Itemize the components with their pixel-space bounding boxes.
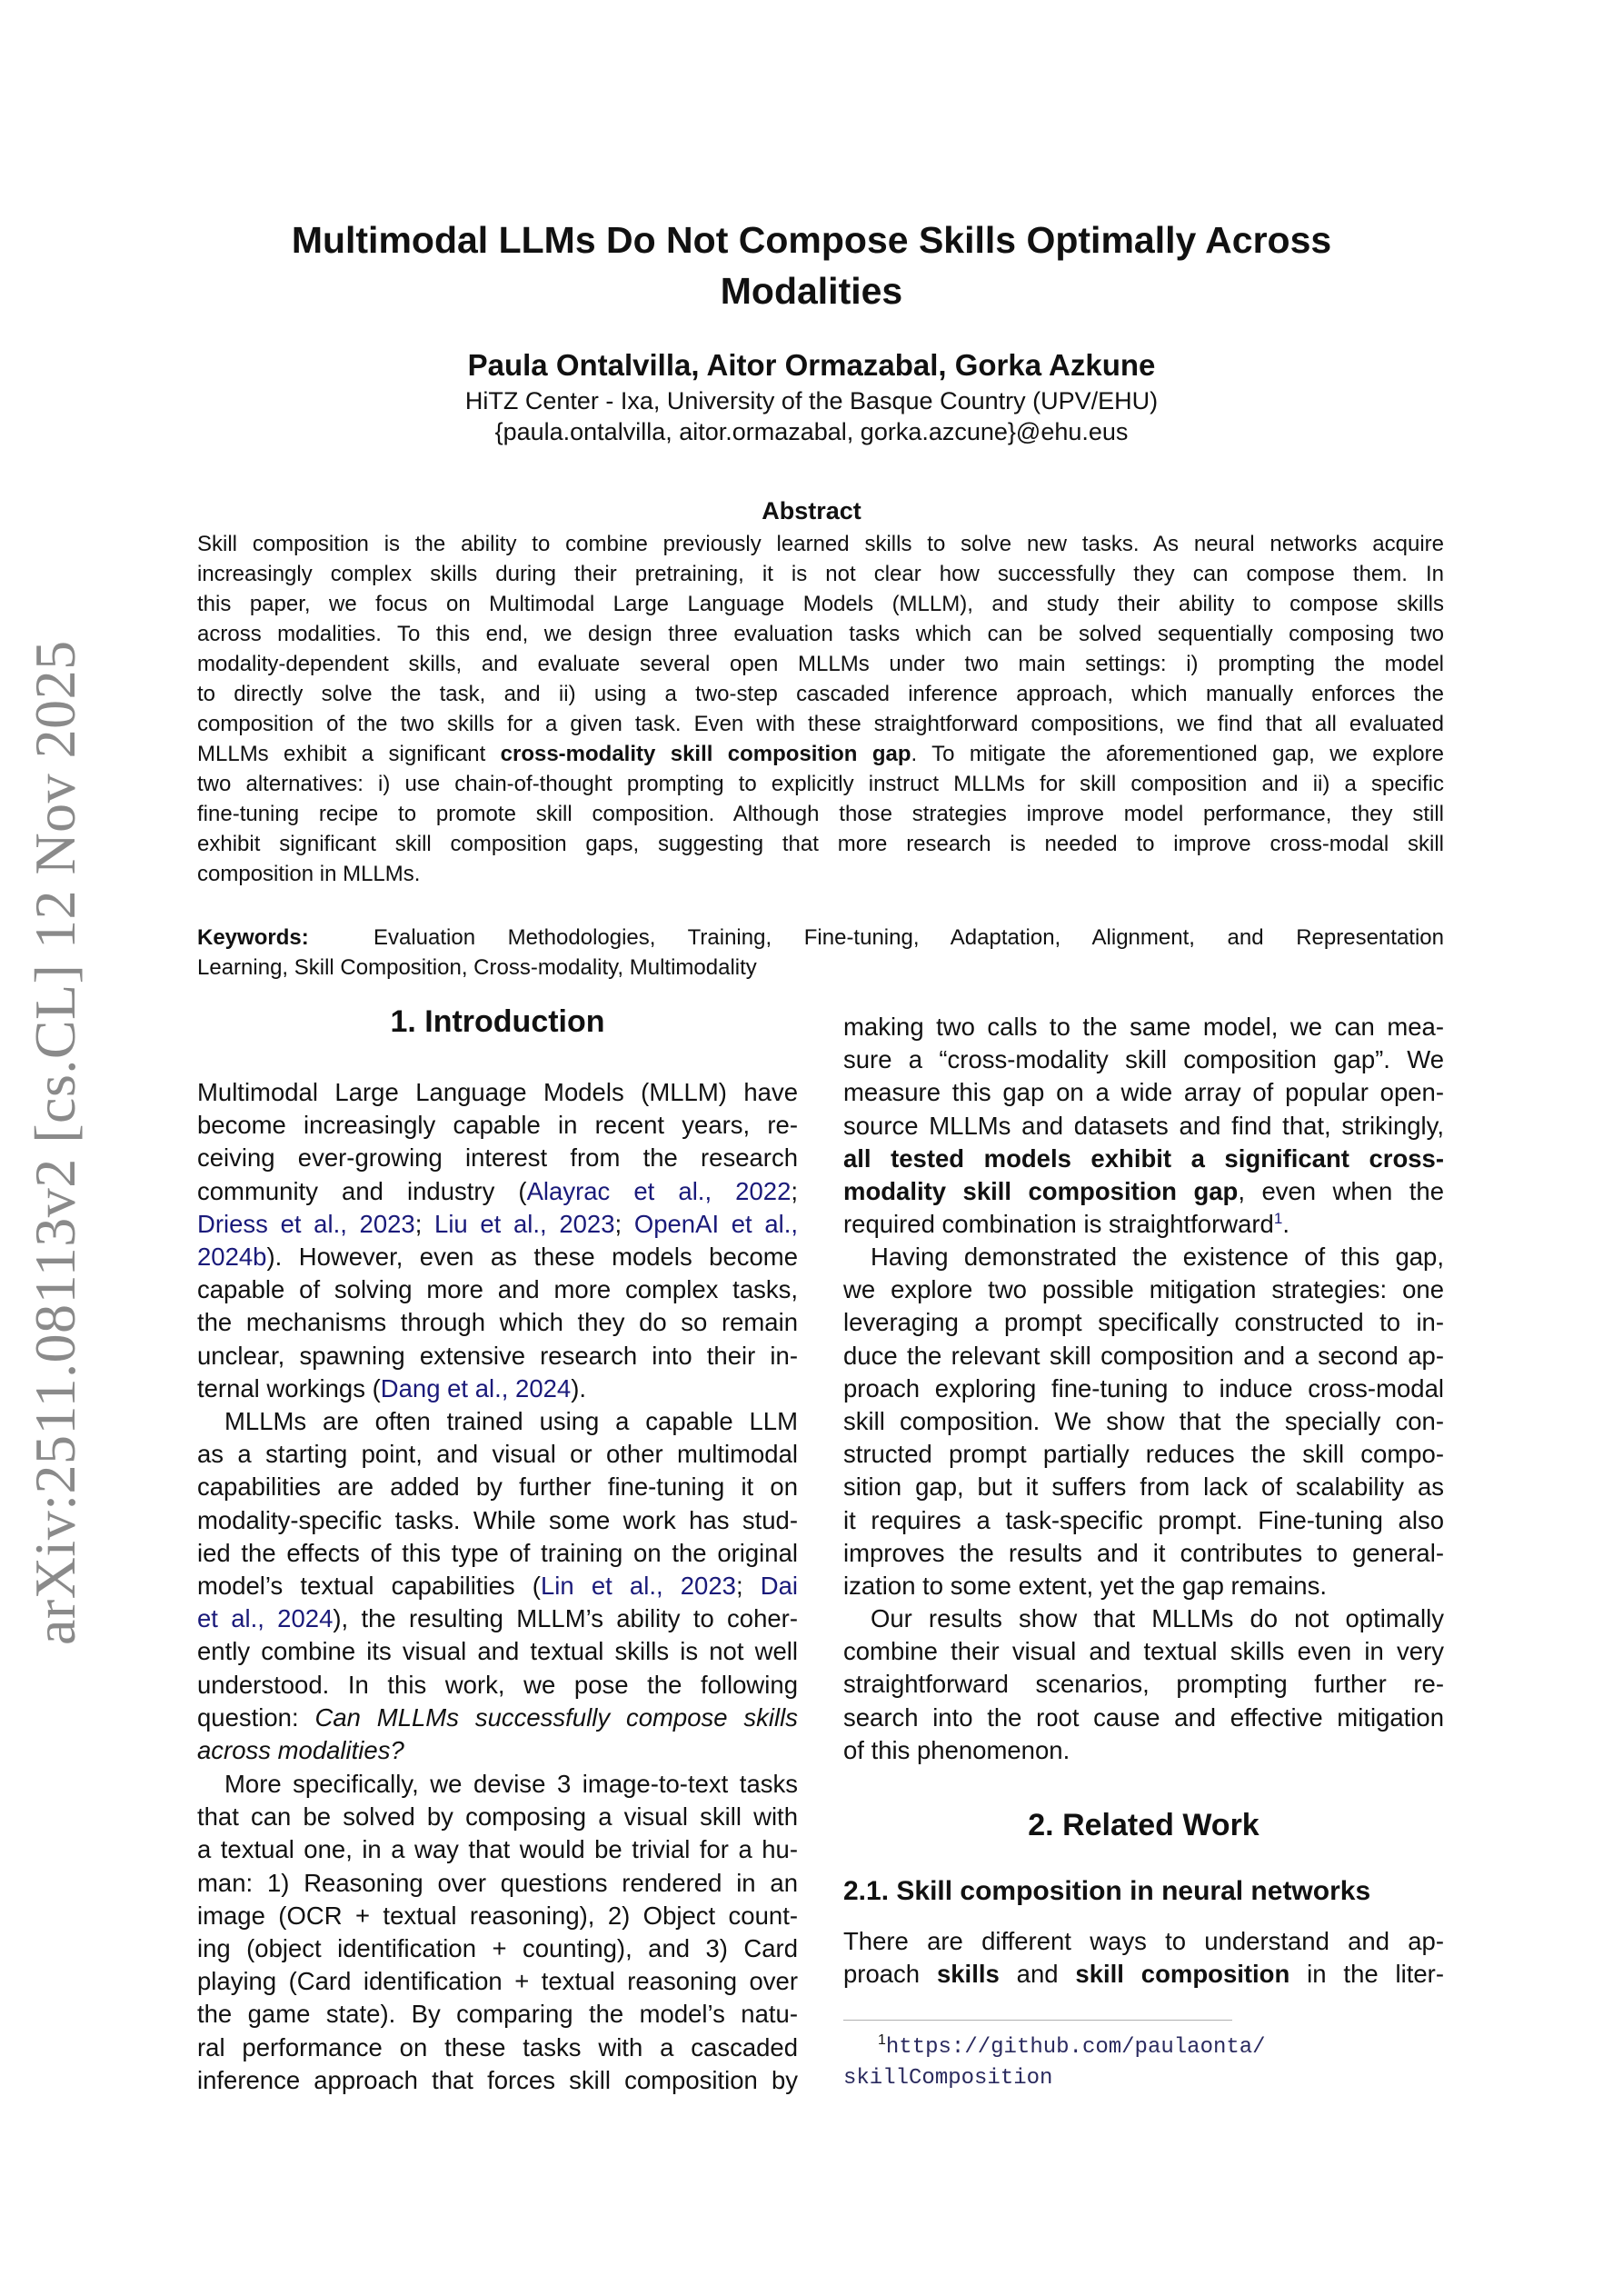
text-line: Having demonstrated the existence of this gap, — [871, 1243, 1444, 1271]
research-question: across modalities? — [197, 1736, 404, 1765]
text: ; — [791, 1176, 799, 1205]
text: question: — [197, 1702, 315, 1732]
text-line: MLLMs are often trained using a capable LLM — [224, 1407, 798, 1435]
text-line: improves the results and it contributes to general- — [843, 1538, 1444, 1567]
citation-link[interactable]: Liu et al., 2023 — [434, 1209, 615, 1238]
text-line — [197, 1602, 798, 1635]
text-line — [843, 1143, 1444, 1175]
text: , even when the — [1238, 1177, 1444, 1206]
text-line — [197, 1734, 798, 1767]
text: ). However, even as these models become — [266, 1243, 798, 1272]
text-line: ently combine its visual and textual skills is not well — [197, 1637, 798, 1666]
title-line-1: Multimodal LLMs Do Not Compose Skills Optimally Across — [291, 219, 1332, 261]
text: ). — [571, 1373, 587, 1403]
abstract-line: composition of the two skills for a given task. Even with these straightforward compositions, we find that all evaluated — [197, 712, 1444, 736]
intro-paragraph-3 — [197, 1768, 798, 2097]
text-line: capabilities are added by further fine-tuning it on — [197, 1472, 798, 1502]
abstract-body — [197, 529, 1444, 889]
text-line: as a starting point, and visual or other multimodal — [197, 1440, 798, 1469]
text-line — [197, 1702, 798, 1734]
abstract-line: fine-tuning recipe to promote skill composition. Although those strategies improve model performance, they still — [197, 802, 1444, 826]
abstract-line: Skill composition is the ability to combine previously learned skills to solve new tasks. As neural networks acquire — [197, 532, 1444, 556]
text-line: playing (Card identification + textual reasoning over — [197, 1967, 798, 1996]
text-line: that can be solved by composing a visual skill with — [197, 1802, 798, 1832]
citation-link[interactable]: Alayrac et al., 2022 — [526, 1176, 792, 1205]
text: ; — [614, 1209, 634, 1238]
abstract-heading: Abstract — [762, 497, 861, 524]
intro-paragraph-5 — [843, 1602, 1444, 1767]
citation-link[interactable]: Dang et al., 2024 — [380, 1373, 572, 1403]
text-line: There are different ways to understand and ap- — [843, 1927, 1444, 1955]
text: proach — [843, 1960, 937, 1989]
section-heading-related-work: 2. Related Work — [1028, 1808, 1260, 1842]
affiliation-block — [182, 385, 1441, 447]
text-line: ization to some extent, yet the gap remains. — [843, 1572, 1327, 1601]
intro-paragraph-2 — [197, 1405, 798, 1767]
footnote-marker[interactable]: 1 — [1273, 1210, 1283, 1228]
term-emphasis: skill composition — [1075, 1960, 1290, 1989]
text-line: sition gap, but it suffers from lack of scalability as — [843, 1472, 1444, 1502]
paper-title — [182, 215, 1441, 316]
text-line: man: 1) Reasoning over questions rendered in an — [197, 1868, 798, 1897]
abstract-line: across modalities. To this end, we design three evaluation tasks which can be solved sequentially composing two — [197, 622, 1444, 646]
footnote-line — [843, 2063, 1266, 2094]
citation-link[interactable]: Dai — [760, 1572, 798, 1601]
text-line: structed prompt partially reduces the skill compo- — [843, 1440, 1444, 1469]
abstract-line: to directly solve the task, and ii) using a two-step cascaded inference approach, which manually enforces the — [197, 682, 1444, 706]
text-line: modality-specific tasks. While some work has stud- — [197, 1505, 798, 1534]
text-line: measure this gap on a wide array of popular open- — [843, 1078, 1444, 1107]
citation-link[interactable]: 2024b — [197, 1243, 267, 1272]
text-line: of this phenomenon. — [843, 1735, 1070, 1764]
abstract-line — [197, 739, 1444, 769]
text-line: ceiving ever-growing interest from the research — [197, 1143, 798, 1173]
subsection-heading-skill-composition: 2.1. Skill composition in neural networks — [843, 1876, 1371, 1906]
footnote-divider — [843, 2020, 1232, 2021]
text-line — [843, 1175, 1444, 1208]
text-line: inference approach that forces skill composition by — [197, 2065, 798, 2094]
text-line: ied the effects of this type of training on the original — [197, 1538, 798, 1567]
text-line: image (OCR + textual reasoning), 2) Object count- — [197, 1901, 798, 1930]
intro-paragraph-4 — [843, 1241, 1444, 1602]
text: . — [1282, 1210, 1289, 1239]
text-line — [843, 1208, 1444, 1241]
abstract-line: modality-dependent skills, and evaluate several open MLLMs under two main settings: i) prompting the model — [197, 652, 1444, 676]
text-line: leveraging a prompt specifically constructed to in- — [843, 1308, 1444, 1337]
text-line — [197, 1570, 798, 1602]
text: ; — [735, 1572, 761, 1601]
text-line: sure a “cross-modality skill composition gap”. We — [843, 1045, 1444, 1074]
text-line: the mechanisms through which they do so remain — [197, 1308, 798, 1337]
abstract-text: . To mitigate the aforementioned gap, we explore — [911, 742, 1444, 766]
text-line: understood. In this work, we pose the following — [197, 1670, 798, 1699]
text-line: it requires a task-specific prompt. Fine-tuning also — [843, 1505, 1444, 1534]
text: ), the resulting MLLM’s ability to coher- — [333, 1604, 799, 1633]
section-heading-introduction: 1. Introduction — [390, 1004, 605, 1039]
citation-link[interactable]: OpenAI et al., — [633, 1209, 799, 1238]
affiliation: HiTZ Center - Ixa, University of the Basque Country (UPV/EHU) — [464, 387, 1159, 414]
abstract-line: increasingly complex skills during their pretraining, it is not clear how successfully they can compose them. In — [197, 562, 1444, 586]
arxiv-identifier-stamp: arXiv:2511.08113v2 [cs.CL] 12 Nov 2025 — [23, 640, 87, 1645]
abstract-line: this paper, we focus on Multimodal Large Language Models (MLLM), and study their ability to compose skills — [197, 592, 1444, 616]
abstract-text: MLLMs exhibit a significant — [197, 742, 501, 766]
text: ; — [414, 1209, 435, 1238]
text-line: we explore two possible mitigation strategies: one — [843, 1275, 1444, 1304]
text-line: making two calls to the same model, we can mea- — [843, 1013, 1444, 1041]
text-line: combine their visual and textual skills even in very — [843, 1637, 1444, 1666]
author-emails: {paula.ontalvilla, aitor.ormazabal, gorka.azcune}@ehu.eus — [494, 418, 1129, 445]
text-line: search into the root cause and effective mitigation — [843, 1702, 1444, 1732]
text-line: a textual one, in a way that would be trivial for a hu- — [197, 1835, 798, 1864]
abstract-line: two alternatives: i) use chain-of-thought prompting to explicitly instruct MLLMs for skill composition and ii) a specific — [197, 772, 1444, 796]
footnote-number: 1 — [878, 2032, 886, 2048]
citation-link[interactable]: Driess et al., 2023 — [197, 1209, 415, 1238]
text-line: source MLLMs and datasets and find that, strikingly, — [843, 1111, 1444, 1140]
text-line: unclear, spawning extensive research into their in- — [197, 1341, 798, 1370]
research-question: Can MLLMs successfully compose skills — [314, 1702, 798, 1732]
text-line: More specifically, we devise 3 image-to-text tasks — [224, 1770, 798, 1798]
text: in the liter- — [1289, 1960, 1445, 1989]
abstract-emphasis: cross-modality skill composition gap — [500, 742, 911, 766]
related-work-paragraph — [843, 1925, 1444, 1991]
text-line: ing (object identification + counting), and 3) Card — [197, 1934, 798, 1963]
intro-paragraph-1 — [197, 1076, 798, 1405]
keywords-text: Evaluation Methodologies, Training, Fine-tuning, Adaptation, Alignment, and Representation — [373, 925, 1444, 950]
footnote-url-link[interactable]: skillComposition — [843, 2066, 1053, 2091]
title-line-2: Modalities — [720, 270, 903, 312]
text-line: capable of solving more and more complex tasks, — [197, 1275, 798, 1304]
author-list: Paula Ontalvilla, Aitor Ormazabal, Gorka Azkune — [467, 348, 1156, 382]
term-emphasis: skills — [936, 1960, 1000, 1989]
text-line: Our results show that MLLMs do not optimally — [871, 1604, 1444, 1632]
text-line — [197, 1241, 798, 1273]
footnote — [843, 2032, 1266, 2094]
keywords-line — [197, 923, 1444, 953]
text-line: the game state). By comparing the model’s natu- — [197, 2000, 798, 2029]
text-line: ral performance on these tasks with a cascaded — [197, 2032, 798, 2061]
abstract-line: exhibit significant skill composition gaps, suggesting that more research is needed to improve cross-modal skill — [197, 832, 1444, 856]
text: and — [999, 1960, 1076, 1989]
text-line — [197, 1373, 798, 1405]
footnote-line — [843, 2032, 1266, 2063]
key-finding: all tested models exhibit a significant cross- — [843, 1143, 1444, 1173]
text-line: become increasingly capable in recent years, re- — [197, 1111, 798, 1140]
text-line — [197, 1208, 798, 1241]
text-line: straightforward scenarios, prompting further re- — [843, 1670, 1444, 1699]
text: model’s textual capabilities ( — [197, 1572, 541, 1601]
text-line — [843, 1958, 1444, 1991]
text-line: proach exploring fine-tuning to induce cross-modal — [843, 1373, 1444, 1403]
key-finding: modality skill composition gap — [843, 1177, 1239, 1206]
citation-link[interactable]: et al., 2024 — [197, 1604, 334, 1633]
text: community and industry ( — [197, 1176, 527, 1205]
keywords — [197, 923, 1444, 983]
footnote-url-link[interactable]: https://github.com/paulaonta/ — [885, 2035, 1266, 2060]
keywords-label: Keywords: — [197, 925, 309, 950]
text: ternal workings ( — [197, 1373, 381, 1403]
abstract-line: composition in MLLMs. — [197, 862, 421, 886]
text-line: Multimodal Large Language Models (MLLM) have — [197, 1078, 798, 1106]
text-line: skill composition. We show that the specially con- — [843, 1407, 1444, 1436]
text-line: duce the relevant skill composition and a second ap- — [843, 1341, 1444, 1370]
citation-link[interactable]: Lin et al., 2023 — [540, 1572, 736, 1601]
text: required combination is straightforward — [843, 1210, 1274, 1239]
intro-paragraph-3-continued — [843, 1011, 1444, 1241]
text-line — [197, 1175, 798, 1208]
keywords-line: Learning, Skill Composition, Cross-modality, Multimodality — [197, 955, 757, 980]
